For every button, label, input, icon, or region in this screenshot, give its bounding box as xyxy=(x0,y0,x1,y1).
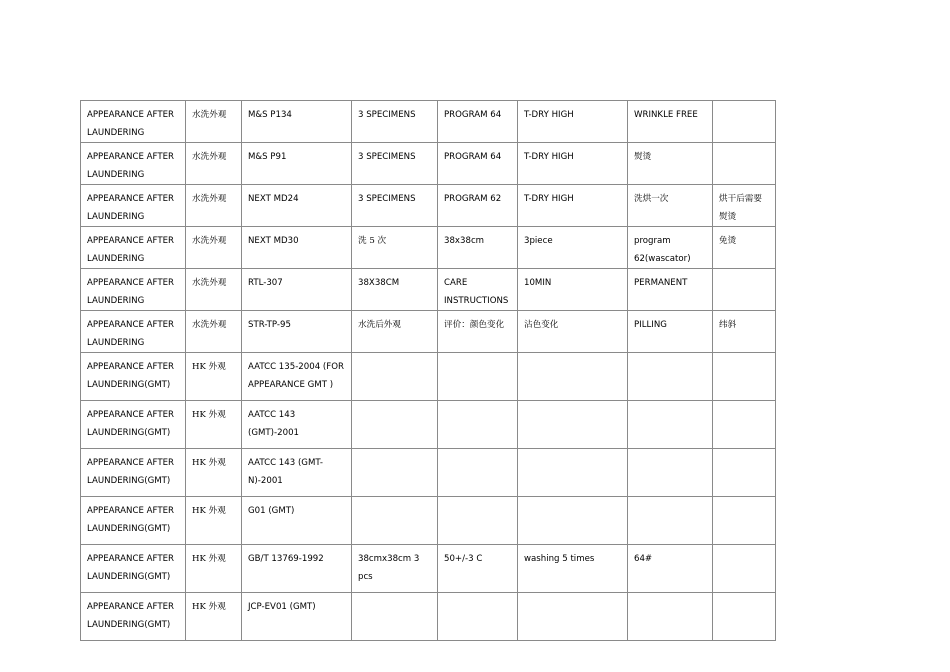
cell-finish xyxy=(628,593,713,641)
cell-finish: 64# xyxy=(628,545,713,593)
cell-finish xyxy=(628,497,713,545)
cell-note xyxy=(713,401,776,449)
cell-program xyxy=(438,353,518,401)
cell-program: PROGRAM 62 xyxy=(438,185,518,227)
cell-method: NEXT MD30 xyxy=(242,227,352,269)
cell-note xyxy=(713,593,776,641)
cell-note: 烘干后需要熨烫 xyxy=(713,185,776,227)
table-row xyxy=(81,497,776,545)
table-row xyxy=(81,401,776,449)
table-row xyxy=(81,101,776,143)
cell-chinese-name: HK 外观 xyxy=(186,497,242,545)
cell-specimen: 38cmx38cm 3 pcs xyxy=(352,545,438,593)
table-row xyxy=(81,449,776,497)
table-row xyxy=(81,353,776,401)
cell-drying xyxy=(518,593,628,641)
cell-note xyxy=(713,269,776,311)
cell-test-item: APPEARANCE AFTER LAUNDERING xyxy=(81,227,186,269)
cell-drying xyxy=(518,353,628,401)
cell-finish xyxy=(628,353,713,401)
cell-drying: 沾色变化 xyxy=(518,311,628,353)
cell-chinese-name: 水洗外观 xyxy=(186,101,242,143)
cell-drying: washing 5 times xyxy=(518,545,628,593)
test-method-table xyxy=(80,100,776,641)
cell-method: M&S P91 xyxy=(242,143,352,185)
table-row xyxy=(81,311,776,353)
cell-specimen xyxy=(352,449,438,497)
cell-drying: 3piece xyxy=(518,227,628,269)
cell-finish: program 62(wascator) xyxy=(628,227,713,269)
cell-specimen: 3 SPECIMENS xyxy=(352,143,438,185)
cell-specimen xyxy=(352,401,438,449)
cell-program: PROGRAM 64 xyxy=(438,101,518,143)
cell-chinese-name: 水洗外观 xyxy=(186,143,242,185)
cell-program xyxy=(438,497,518,545)
cell-drying xyxy=(518,497,628,545)
cell-chinese-name: 水洗外观 xyxy=(186,227,242,269)
cell-chinese-name: 水洗外观 xyxy=(186,311,242,353)
cell-note xyxy=(713,143,776,185)
table-row xyxy=(81,593,776,641)
cell-finish: PERMANENT xyxy=(628,269,713,311)
cell-chinese-name: 水洗外观 xyxy=(186,269,242,311)
cell-specimen xyxy=(352,353,438,401)
cell-test-item: APPEARANCE AFTER LAUNDERING(GMT) xyxy=(81,401,186,449)
cell-method: AATCC 143 (GMT)-2001 xyxy=(242,401,352,449)
cell-test-item: APPEARANCE AFTER LAUNDERING xyxy=(81,185,186,227)
cell-test-item: APPEARANCE AFTER LAUNDERING xyxy=(81,101,186,143)
cell-method: AATCC 143 (GMT-N)-2001 xyxy=(242,449,352,497)
cell-note xyxy=(713,497,776,545)
cell-test-item: APPEARANCE AFTER LAUNDERING xyxy=(81,269,186,311)
table-row xyxy=(81,269,776,311)
cell-finish: PILLING xyxy=(628,311,713,353)
cell-chinese-name: HK 外观 xyxy=(186,353,242,401)
cell-note xyxy=(713,101,776,143)
cell-method: RTL-307 xyxy=(242,269,352,311)
table-row xyxy=(81,185,776,227)
cell-specimen: 洗 5 次 xyxy=(352,227,438,269)
cell-specimen xyxy=(352,593,438,641)
cell-chinese-name: HK 外观 xyxy=(186,593,242,641)
cell-note xyxy=(713,545,776,593)
cell-note: 免烫 xyxy=(713,227,776,269)
cell-program: 38x38cm xyxy=(438,227,518,269)
table-body xyxy=(81,101,776,641)
cell-program xyxy=(438,401,518,449)
cell-program xyxy=(438,593,518,641)
cell-note: 纬斜 xyxy=(713,311,776,353)
cell-note xyxy=(713,353,776,401)
cell-method: NEXT MD24 xyxy=(242,185,352,227)
cell-specimen: 水洗后外观 xyxy=(352,311,438,353)
cell-program xyxy=(438,449,518,497)
cell-drying: 10MIN xyxy=(518,269,628,311)
cell-chinese-name: 水洗外观 xyxy=(186,185,242,227)
table-row xyxy=(81,227,776,269)
cell-method: M&S P134 xyxy=(242,101,352,143)
cell-method: JCP-EV01 (GMT) xyxy=(242,593,352,641)
cell-specimen: 38X38CM xyxy=(352,269,438,311)
cell-chinese-name: HK 外观 xyxy=(186,449,242,497)
cell-specimen: 3 SPECIMENS xyxy=(352,185,438,227)
cell-test-item: APPEARANCE AFTER LAUNDERING(GMT) xyxy=(81,353,186,401)
cell-note xyxy=(713,449,776,497)
cell-chinese-name: HK 外观 xyxy=(186,545,242,593)
cell-drying xyxy=(518,449,628,497)
cell-specimen xyxy=(352,497,438,545)
cell-test-item: APPEARANCE AFTER LAUNDERING(GMT) xyxy=(81,449,186,497)
cell-specimen: 3 SPECIMENS xyxy=(352,101,438,143)
cell-drying xyxy=(518,401,628,449)
cell-test-item: APPEARANCE AFTER LAUNDERING(GMT) xyxy=(81,545,186,593)
cell-finish: 洗烘一次 xyxy=(628,185,713,227)
cell-test-item: APPEARANCE AFTER LAUNDERING(GMT) xyxy=(81,497,186,545)
table-row xyxy=(81,143,776,185)
cell-method: G01 (GMT) xyxy=(242,497,352,545)
cell-drying: T-DRY HIGH xyxy=(518,143,628,185)
cell-test-item: APPEARANCE AFTER LAUNDERING xyxy=(81,143,186,185)
cell-finish: WRINKLE FREE xyxy=(628,101,713,143)
cell-finish xyxy=(628,401,713,449)
table-row xyxy=(81,545,776,593)
cell-test-item: APPEARANCE AFTER LAUNDERING xyxy=(81,311,186,353)
cell-program: PROGRAM 64 xyxy=(438,143,518,185)
cell-method: GB/T 13769-1992 xyxy=(242,545,352,593)
cell-method: AATCC 135-2004 (FOR APPEARANCE GMT ) xyxy=(242,353,352,401)
cell-chinese-name: HK 外观 xyxy=(186,401,242,449)
cell-program: 评价：颜色变化 xyxy=(438,311,518,353)
cell-finish xyxy=(628,449,713,497)
cell-method: STR-TP-95 xyxy=(242,311,352,353)
cell-program: CARE INSTRUCTIONS xyxy=(438,269,518,311)
cell-finish: 熨烫 xyxy=(628,143,713,185)
cell-program: 50+/-3 C xyxy=(438,545,518,593)
cell-drying: T-DRY HIGH xyxy=(518,101,628,143)
cell-test-item: APPEARANCE AFTER LAUNDERING(GMT) xyxy=(81,593,186,641)
cell-drying: T-DRY HIGH xyxy=(518,185,628,227)
